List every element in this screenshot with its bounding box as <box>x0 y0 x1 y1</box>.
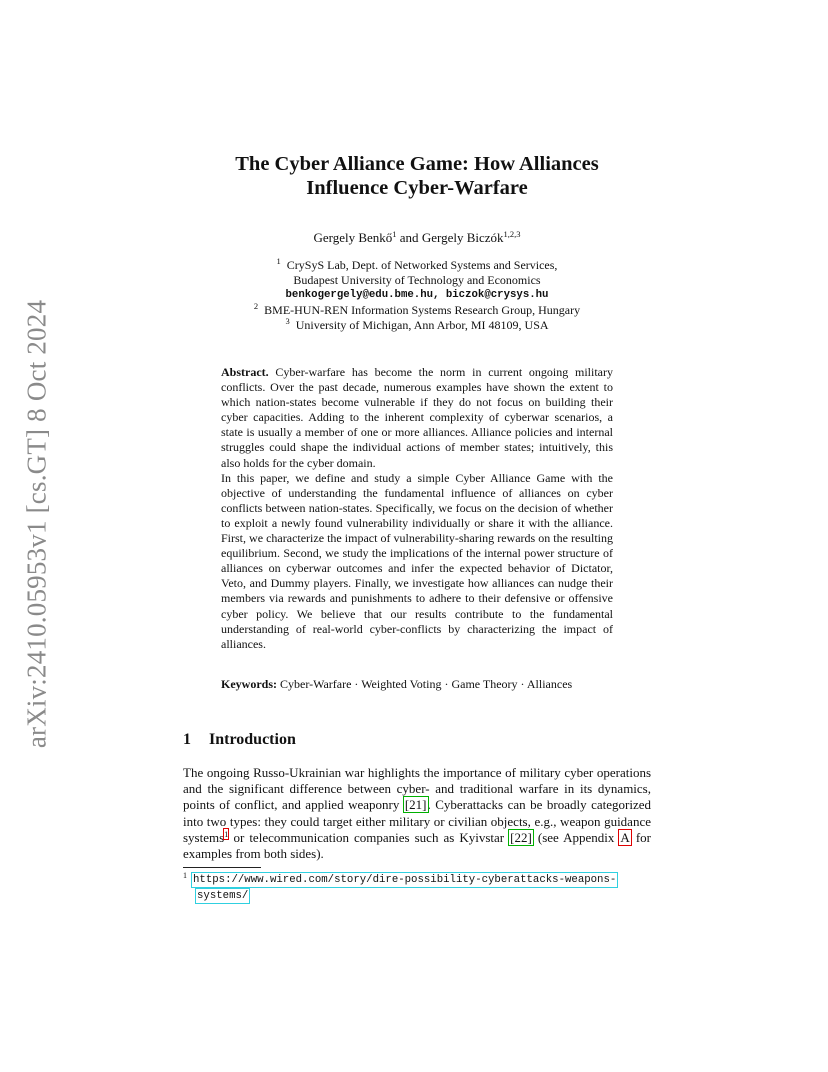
title-line-2: Influence Cyber-Warfare <box>306 177 528 199</box>
affiliation-3: $^3$ University of Michigan, Ann Arbor, MI 48109, USA <box>285 316 549 332</box>
paper-title <box>183 152 651 200</box>
affiliation-2: $^2$ BME-HUN-REN Information Systems Research Group, Hungary <box>253 301 581 317</box>
affiliation-mark: 3 <box>285 316 290 326</box>
arxiv-sidebar <box>14 296 60 751</box>
section-heading <box>183 731 296 749</box>
introduction-paragraph: The ongoing Russo-Ukrainian war highlights the importance of military cyber operations and the significant difference between cyber- and traditional warfare in its dynamics, points of conflict, and applied weaponry [21]. Cyberattacks can be broadly categorized into two types: they could target either military or civilian objects, e.g., weapon guidance systems$^1$ or telecommunication companies such as Kyivstar [22] (see Appendix A for examples from both sides). <box>183 765 652 862</box>
keywords-label: Keywords: <box>221 677 277 691</box>
keywords <box>221 677 613 692</box>
author-list <box>183 230 651 246</box>
affiliation-mark: 1 <box>276 256 281 266</box>
author-affiliation-mark: 1,2,3 <box>503 229 521 239</box>
affiliation-1: $^1$ CrySyS Lab, Dept. of Networked Systems and Services, <box>276 256 558 272</box>
arxiv-identifier: arXiv:2410.05953v1 [cs.GT] 8 Oct 2024 <box>21 299 52 748</box>
keywords-text: Cyber-Warfare · Weighted Voting · Game Theory · Alliances <box>280 677 573 691</box>
abstract-label: Abstract. <box>221 365 269 379</box>
footnote: 1 https://www.wired.com/story/dire-possibility-cyberattacks-weapons- systems/ <box>183 871 617 902</box>
abstract <box>221 365 613 652</box>
affiliations <box>183 258 651 333</box>
appendix-link[interactable]: A <box>620 829 630 845</box>
author-name: Gergely Benkő <box>313 230 393 245</box>
section-title: Introduction <box>209 731 296 748</box>
footnote-url-link-continued[interactable]: systems/ <box>197 890 249 902</box>
affiliation-1-line-2: Budapest University of Technology and Economics <box>293 273 541 287</box>
footnote-divider <box>183 867 261 868</box>
abstract-paragraph-1: Abstract. Cyber-warfare has become the norm in current ongoing military conflicts. Over the past decade, numerous examples have shown the extent to which nation-states become vulnerable if they do not focus on building their cyber capacities. Adding to the inherent complexity of cyberwar scenarios, a state is usually a member of one or more alliances. Alliance policies and internal struggles could shape the individual actions of member states; intuitively, this also holds for the cyber domain. <box>221 365 614 470</box>
section-number: 1 <box>183 731 191 748</box>
abstract-paragraph-2: In this paper, we define and study a simple Cyber Alliance Game with the objective of understanding the fundamental influence of alliances on cyber conflicts between nation-states. Specifically, we focus on the decision of whether to exploit a newly found vulnerability individually or share it with the alliance. First, we characterize the impact of vulnerability-sharing rewards on the resulting equilibrium. Second, we study the implications of the internal power structure of alliances on cyberwar outcomes and infer the expected behavior of Dictator, Veto, and Dummy players. Finally, we investigate how alliances can nudge their members via rewards and punishments to adhere to their defensive or offensive cyber policy. We believe that our results contribute to the fundamental understanding of real-world cyber-conflicts by characterizing the impact of alliances. <box>221 470 613 651</box>
title-line-1: The Cyber Alliance Game: How Alliances <box>235 153 599 175</box>
affiliation-mark: 2 <box>253 301 259 311</box>
author-conjunction: and <box>399 230 419 245</box>
footnote-link[interactable]: 1 <box>224 828 229 839</box>
author-name: Gergely Biczók <box>421 230 504 245</box>
author-emails: benkogergely@edu.bme.hu, biczok@crysys.hu <box>285 289 549 301</box>
citation-link[interactable]: [22] <box>510 829 532 845</box>
citation-link[interactable]: [21] <box>404 797 427 813</box>
footnote-url-link[interactable]: https://www.wired.com/story/dire-possibility-cyberattacks-weapons- <box>193 874 617 886</box>
author-affiliation-mark: 1 <box>392 229 397 239</box>
